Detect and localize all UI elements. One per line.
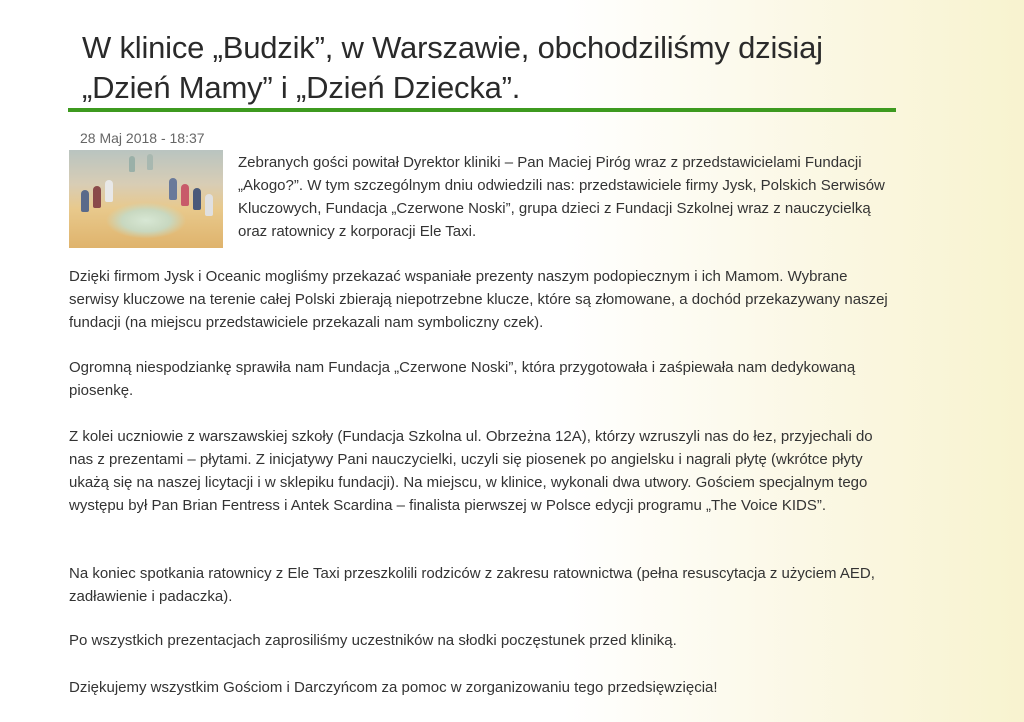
title-divider [68,108,896,112]
article-photo[interactable] [69,150,223,248]
article-title: W klinice „Budzik”, w Warszawie, obchodziliśmy dzisiaj „Dzień Mamy” i „Dzień Dziecka”. [82,30,823,105]
paragraph-thanks: Dziękujemy wszystkim Gościom i Darczyńcom za pomoc w zorganizowaniu tego przedsięwzięcia! [69,679,718,696]
paragraph-reception: Po wszystkich prezentacjach zaprosiliśmy uczestników na słodki poczęstunek przed kliniką. [69,632,677,649]
paragraph-rescue: Na koniec spotkania ratownicy z Ele Taxi przeszkolili rodziców z zakresu ratownictwa (pełna resuscytacja z użyciem AED, zadławienie i padaczka). [69,565,875,605]
paragraph-school: Z kolei uczniowie z warszawskiej szkoły (Fundacja Szkolna ul. Obrzeżna 12A), którzy wzruszyli nas do łez, przyjechali do nas z prezentami – płytami. Z inicjatywy Pani nauczycielki, uczyli się piosenek po angielsku i nagrali płytę (wkrótce płyty ukażą się na naszej licytacji i w sklepiku fundacji). Na miejscu, w klinice, wykonali dwa utwory. Gościem specjalnym tego występu był Pan Brian Fentress i Antek Scardina – finalista pierwszej w Polsce edycji programu „The Voice KIDS”. [69,428,873,514]
article-date: 28 Maj 2018 - 18:37 [80,130,205,146]
paragraph-gifts: Dzięki firmom Jysk i Oceanic mogliśmy przekazać wspaniałe prezenty naszym podopiecznym i ich Mamom. Wybrane serwisy kluczowe na terenie całej Polski zbierają niepotrzebne klucze, które są złomowane, a dochód przekazywany naszej fundacji (na miejscu przedstawiciele przekazali nam symboliczny czek). [69,268,888,331]
paragraph-surprise: Ogromną niespodziankę sprawiła nam Fundacja „Czerwone Noski”, która przygotowała i zaśpiewała nam dedykowaną piosenkę. [69,359,856,399]
paragraph-intro: Zebranych gości powitał Dyrektor kliniki – Pan Maciej Piróg wraz z przedstawicielami Fundacji „Akogo?”. W tym szczególnym dniu odwiedzili nas: przedstawiciele firmy Jysk, Polskich Serwisów Kluczowych, Fundacja „Czerwone Noski”, grupa dzieci z Fundacji Szkolnej wraz z nauczycielką oraz ratownicy z korporacji Ele Taxi. [238,154,885,240]
